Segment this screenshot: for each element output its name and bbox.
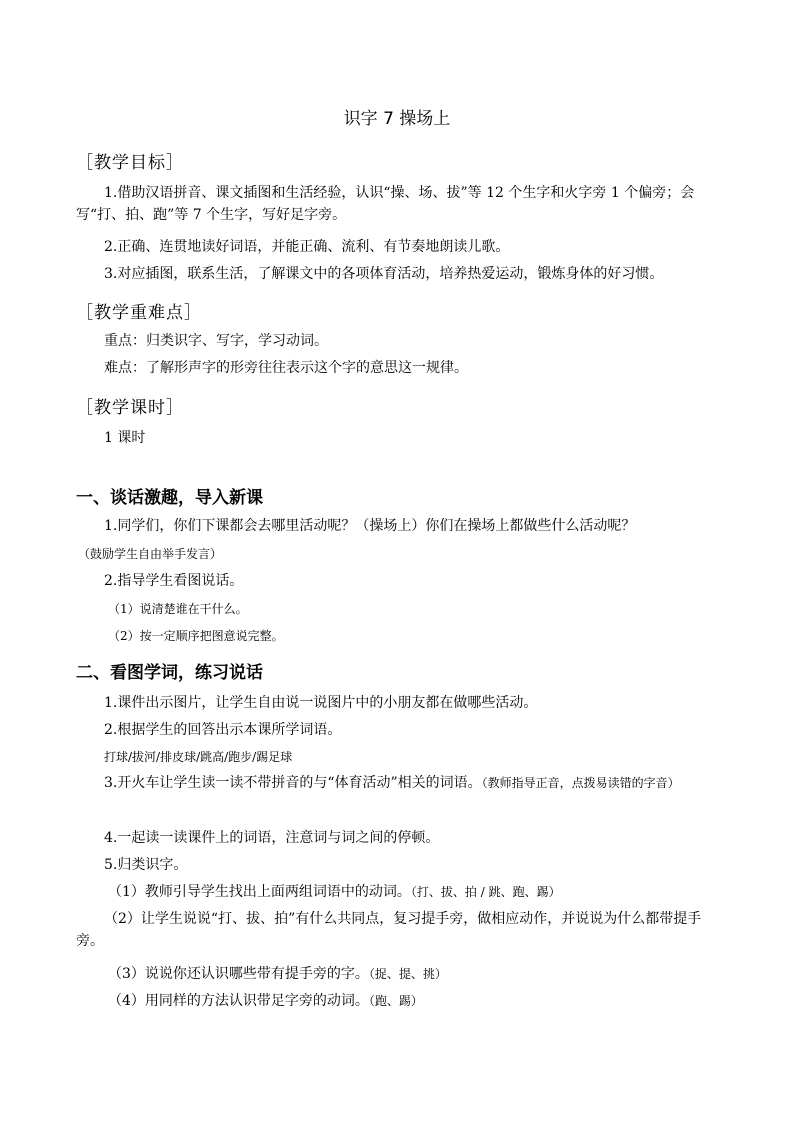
part2-item-5: 5.归类识字。 [104, 857, 188, 873]
part1-item-2: 2.指导学生看图说话。 [104, 573, 244, 589]
keypoint-difficulty: 难点：了解形声字的形旁往往表示这个字的意思这一规律。 [104, 360, 468, 376]
part2-item-3 [76, 772, 726, 794]
part2-sub-4-note: （跑、踢） [368, 994, 423, 1008]
section-heading-hours: ［教学课时］ [76, 398, 184, 418]
goal-item-2: 2.正确、连贯地读好词语，并能正确、流利、有节奏地朗读儿歌。 [104, 239, 510, 255]
part1-sub-1: （1）说清楚谁在干什么。 [108, 602, 248, 616]
part2-item-2: 2.根据学生的回答出示本课所学词语。 [104, 722, 342, 738]
keypoint-focus: 重点：归类识字、写字，学习动词。 [104, 333, 328, 349]
goal-item-1: 1.借助汉语拼音、课文插图和生活经验，认识“操、场、拔”等 12 个生字和火字旁 1 个偏旁；会写“打、拍、跑”等 7 个生字，写好足字旁。 [76, 185, 695, 223]
part1-item-1-note: （鼓励学生自由举手发言） [78, 547, 223, 561]
part2-item-4: 4.一起读一读课件上的词语，注意词与词之间的停顿。 [104, 830, 440, 846]
lesson-title: 识字 7 操场上 [343, 109, 451, 129]
part2-item-3-text: 3.开火车让学生读一读不带拼音的与“体育活动”相关的词语。 [104, 775, 482, 791]
part2-word-list: 打球/拔河/排皮球/跳高/跑步/踢足球 [104, 750, 293, 764]
part2-item-3-note: （教师指导正音，点拨易读错的字音） [481, 776, 680, 790]
part2-heading: 二、看图学词，练习说话 [76, 663, 263, 683]
part2-sub-4-text: （4）用同样的方法认识带足字旁的动词。 [108, 993, 369, 1009]
part2-sub-1 [108, 881, 561, 903]
part2-sub-3-note: （捉、提、挑） [368, 967, 447, 981]
section-heading-goals: ［教学目标］ [76, 153, 184, 173]
goal-item-3: 3.对应插图，联系生活，了解课文中的各项体育活动，培养热爱运动，锻炼身体的好习惯。 [104, 266, 664, 282]
hours-value: 1 课时 [104, 430, 146, 446]
section-heading-keypoints: ［教学重难点］ [76, 303, 202, 323]
part2-sub-4 [108, 990, 423, 1012]
part2-sub-3 [108, 963, 447, 985]
part1-item-1: 1.同学们，你们下课都会去哪里活动呢？（操场上）你们在操场上都做些什么活动呢？ [104, 518, 636, 534]
part1-sub-2: （2）按一定顺序把图意说完整。 [108, 629, 284, 643]
part2-sub-3-text: （3）说说你还认识哪些带有提手旁的字。 [108, 966, 369, 982]
part1-heading: 一、谈话激趣，导入新课 [76, 488, 263, 508]
part2-item-1: 1.课件出示图片，让学生自由说一说图片中的小朋友都在做哪些活动。 [104, 695, 538, 711]
part2-sub-1-note: （打、拔、拍 / 跳、跑、踢） [410, 885, 561, 899]
part2-sub-1-text: （1）教师引导学生找出上面两组词语中的动词。 [108, 884, 411, 900]
part2-sub-2: （2）让学生说说“打、拔、拍”有什么共同点，复习提手旁，做相应动作，并说说为什么都带提手旁。 [76, 911, 702, 949]
